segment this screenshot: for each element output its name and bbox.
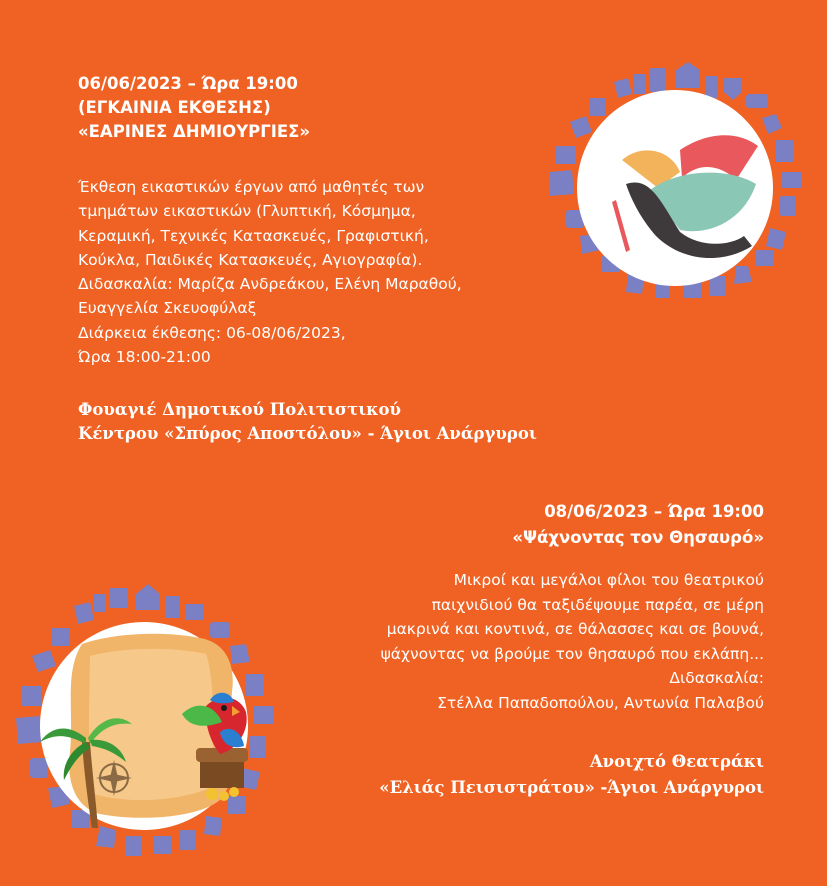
event2-desc-line: Διδασκαλία: <box>669 669 764 688</box>
event1-title: «ΕΑΡΙΝΕΣ ΔΗΜΙΟΥΡΓΙΕΣ» <box>78 122 311 141</box>
event2-heading <box>512 499 764 551</box>
event2-description <box>381 568 764 716</box>
event2-desc-line: μακρινά και κοντινά, σε θάλασσες και σε βουνά, <box>386 620 764 639</box>
event1-desc-line: Κούκλα, Παιδικές Κατασκευές, Αγιογραφία). <box>78 250 423 269</box>
treasure-map-circle-illustration <box>10 582 295 874</box>
event1-heading <box>78 72 310 144</box>
event2-venue <box>379 749 764 801</box>
event1-desc-line: τμημάτων εικαστικών (Γλυπτική, Κόσμημα, <box>78 202 416 221</box>
event1-date-time: 06/06/2023 – Ώρα 19:00 <box>78 74 298 93</box>
event2-venue-line: «Ελιάς Πεισιστράτου» -Άγιοι Ανάργυροι <box>379 778 764 797</box>
event1-venue <box>78 398 537 446</box>
event1-desc-line: Ευαγγελία Σκευοφύλαξ <box>78 299 257 318</box>
paint-strokes-circle-illustration <box>530 60 820 320</box>
event2-desc-line: Μικροί και μεγάλοι φίλοι του θεατρικού <box>453 571 764 589</box>
event2-desc-line: ψάχνοντας να βρούμε τον θησαυρό που εκλάπη... <box>380 644 764 663</box>
event1-desc-line: Έκθεση εικαστικών έργων από μαθητές των <box>78 178 425 196</box>
event1-venue-line: Κέντρου «Σπύρος Αποστόλου» - Άγιοι Ανάργυροι <box>78 424 537 443</box>
event1-desc-line: Διάρκεια έκθεσης: 06-08/06/2023, <box>78 323 346 342</box>
event2-desc-line: Στέλλα Παπαδοπούλου, Αντωνία Παλαβού <box>437 693 764 712</box>
event1-desc-line: Διδασκαλία: Μαρίζα Ανδρεάκου, Ελένη Μαραθού, <box>78 275 462 294</box>
event2-date-time: 08/06/2023 – Ώρα 19:00 <box>544 502 764 521</box>
event2-venue-line: Ανοιχτό Θεατράκι <box>589 752 764 771</box>
event2-title: «Ψάχνοντας τον Θησαυρό» <box>512 528 764 547</box>
event2-desc-line: παιχνιδιού θα ταξιδέψουμε παρέα, σε μέρη <box>431 595 764 614</box>
event1-desc-line: Ώρα 18:00-21:00 <box>78 348 211 367</box>
event1-desc-line: Κεραμική, Τεχνικές Κατασκευές, Γραφιστική, <box>78 226 429 245</box>
event1-subtitle: (ΕΓΚΑΙΝΙΑ ΕΚΘΕΣΗΣ) <box>78 98 271 117</box>
event1-description <box>78 175 462 369</box>
event1-venue-line: Φουαγιέ Δημοτικού Πολιτιστικού <box>78 400 402 419</box>
